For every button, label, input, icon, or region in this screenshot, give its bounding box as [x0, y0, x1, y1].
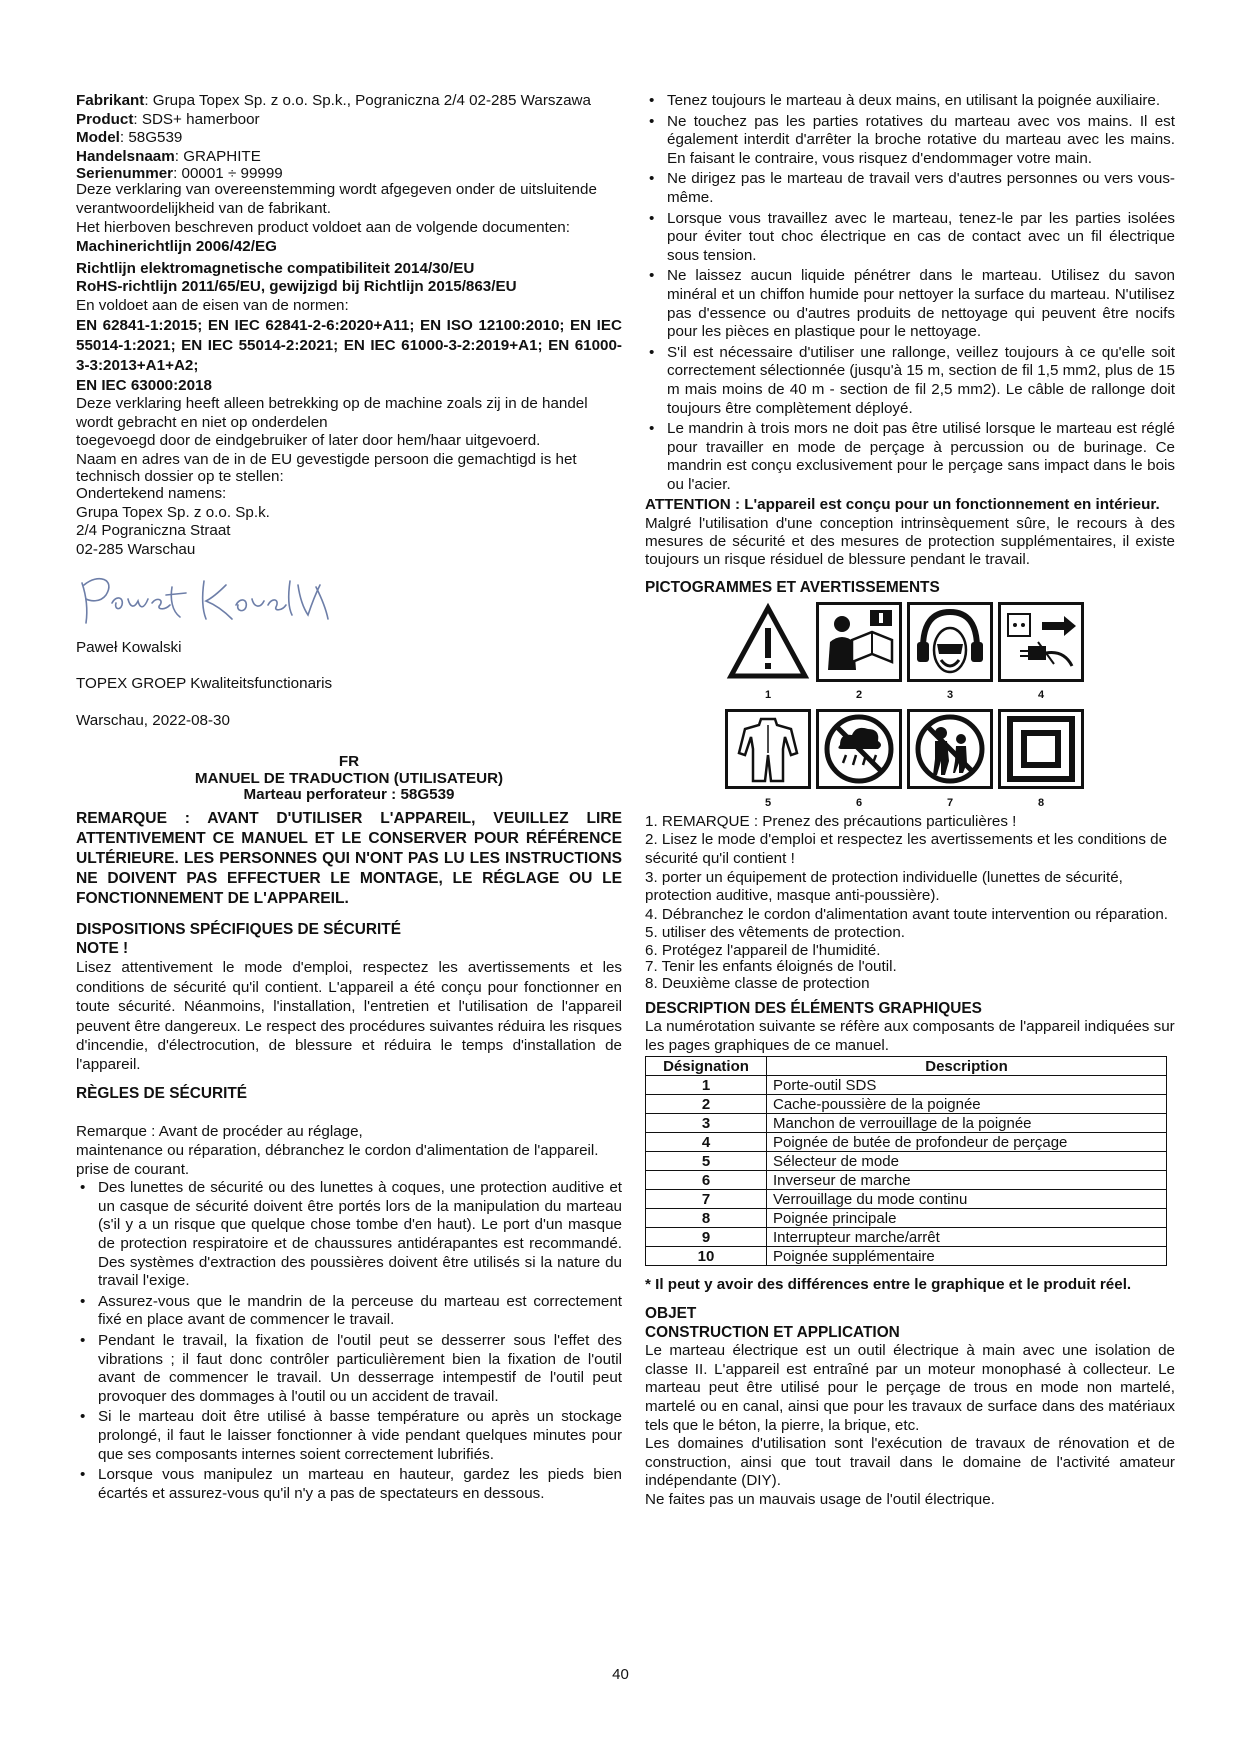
rules-intro-1: Remarque : Avant de procéder au réglage, — [76, 1123, 363, 1141]
trade-name-label: Handelsnaam — [76, 147, 175, 165]
pictogram-legend-7: 7. Tenir les enfants éloignés de l'outil. — [645, 958, 897, 975]
serial-line — [76, 166, 622, 181]
component-number: 2 — [646, 1095, 767, 1114]
component-description: Manchon de verrouillage de la poignée — [767, 1114, 1167, 1133]
list-item: • Lorsque vous travaillez avec le marteau, tenez-le par les parties isolées pour éviter tout choc électrique en cas de contact avec un fil électrique sous tension. — [645, 210, 1175, 266]
declaration-text-1: Deze verklaring van overeenstemming wordt afgegeven onder de uitsluitende verantwoordelijkheid van de fabrikant. — [76, 181, 597, 217]
model-label: Model — [76, 129, 120, 147]
list-item: • Le mandrin à trois mors ne doit pas être utilisé lorsque le marteau est réglé pour travailler en mode de perçage à percussion ou de burinage. Ce mandrin est conçu exclusivement pour le perçage sans impact dans le bois ou l'acier. — [645, 420, 1175, 494]
signer-name: Paweł Kowalski — [76, 638, 182, 656]
keep-children-away-icon — [907, 709, 993, 789]
pictogram-number: 3 — [946, 689, 954, 702]
list-item: • Ne dirigez pas le marteau de travail vers d'autres personnes ou vers vous-même. — [645, 170, 1175, 207]
address-line-1: Grupa Topex Sp. z o.o. Sp.k. — [76, 503, 270, 521]
component-description: Inverseur de marche — [767, 1171, 1167, 1190]
place-date: Warschau, 2022-08-30 — [76, 712, 230, 730]
component-number: 10 — [646, 1247, 767, 1266]
component-description: Porte-outil SDS — [767, 1076, 1167, 1095]
class-ii-protection-icon — [998, 709, 1084, 789]
component-number: 4 — [646, 1133, 767, 1152]
table-row — [646, 1152, 1167, 1171]
warning-triangle-icon — [725, 602, 811, 682]
component-description: Poignée de butée de profondeur de perçage — [767, 1133, 1167, 1152]
pictogram-number: 5 — [764, 796, 772, 809]
component-description: Verrouillage du mode continu — [767, 1190, 1167, 1209]
handling-rules-list — [645, 92, 1175, 494]
list-item: • Des lunettes de sécurité ou des lunettes à coques, une protection auditive et un casque de sécurité doivent être portés lors de la manipulation du marteau (s'il y a un risque que quelque chose tombe d'en haut). Le port d'un masque de protection respiratoire et de chaussures antidérapantes est recommandé. Des systèmes d'extraction des poussières doivent être utilisés si la nature du travail l'exige. — [76, 1179, 622, 1291]
column-header: Désignation — [646, 1057, 767, 1076]
component-number: 7 — [646, 1190, 767, 1209]
list-item: • S'il est nécessaire d'utiliser une rallonge, veillez toujours à ce qu'elle soit correctement sélectionnée (jusqu'à 15 m, section de fil 1,5 mm2, plus de 15 m mais moins de 40 m - section de fil 2,5 mm2). Le câble de rallonge doit toujours être complètement déployé. — [645, 344, 1175, 418]
pictogram-legend-1: 1. REMARQUE : Prenez des précautions particulières ! — [645, 812, 1017, 830]
component-number: 9 — [646, 1228, 767, 1247]
component-number: 6 — [646, 1171, 767, 1190]
table-row — [646, 1247, 1167, 1266]
table-row — [646, 1095, 1167, 1114]
model-value: : 58G539 — [119, 129, 183, 147]
read-manual-icon — [816, 602, 902, 682]
list-item: • Ne touchez pas les parties rotatives du marteau avec vos mains. Il est également interdit d'arrêter la broche rotative du marteau avec les mains. En faisant le contraire, vous risquez d'endommager votre main. — [645, 113, 1175, 169]
handwritten-signature — [76, 565, 336, 629]
serial-value: : 00001 ÷ 99999 — [173, 165, 283, 183]
construction-heading: CONSTRUCTION ET APPLICATION — [645, 1323, 900, 1341]
scope-text-3: Naam en adres van de in de EU gevestigde persoon die gemachtigd is het technisch dossier op te stellen: — [76, 450, 577, 485]
component-number: 5 — [646, 1152, 767, 1171]
trade-name-value: : GRAPHITE — [174, 147, 261, 165]
construction-text-2: Les domaines d'utilisation sont l'exécution de travaux de rénovation et de construction, ainsi que tout travail dans le domaine de l'activité amateur indépendante (DIY). — [645, 1435, 1175, 1490]
manual-title: MANUEL DE TRADUCTION (UTILISATEUR) — [194, 770, 504, 788]
list-item: • Si le marteau doit être utilisé à basse température ou après un stockage prolongé, il faut le laisser fonctionner à vide pendant quelques minutes pour que ses composants internes soient correctement lubrifiés. — [76, 1408, 622, 1464]
directive-emc: Richtlijn elektromagnetische compatibiliteit 2014/30/EU — [76, 259, 475, 277]
safety-rules-heading: RÈGLES DE SÉCURITÉ — [76, 1084, 248, 1102]
manufacturer-line — [76, 92, 622, 111]
pictogram-legend-4: 4. Débranchez le cordon d'alimentation avant toute intervention ou réparation. — [645, 905, 1168, 923]
serial-label: Serienummer — [76, 165, 174, 183]
pictogram-number: 6 — [855, 796, 863, 809]
declaration-text-2: Het hierboven beschreven product voldoet aan de volgende documenten: — [76, 218, 570, 236]
component-description: Poignée supplémentaire — [767, 1247, 1167, 1266]
component-number: 1 — [646, 1076, 767, 1095]
norms-list-2: EN IEC 63000:2018 — [76, 376, 212, 394]
scope-text-1: Deze verklaring heeft alleen betrekking op de machine zoals zij in de handel wordt gebracht en niet op onderdelen — [76, 395, 588, 431]
rules-intro-3: prise de courant. — [76, 1160, 190, 1178]
manufacturer-label: Fabrikant — [76, 92, 145, 109]
table-row — [646, 1171, 1167, 1190]
specific-safety-heading: DISPOSITIONS SPÉCIFIQUES DE SÉCURITÉ — [76, 921, 401, 939]
rules-intro-2: maintenance ou réparation, débranchez le cordon d'alimentation de l'appareil. — [76, 1142, 599, 1160]
pictogram-legend-8: 8. Deuxième classe de protection — [645, 975, 870, 992]
object-heading: OBJET — [645, 1304, 697, 1322]
signed-on-behalf: Ondertekend namens: — [76, 484, 227, 502]
component-description: Sélecteur de mode — [767, 1152, 1167, 1171]
pictogram-grid — [725, 602, 1175, 813]
pictogram-legend-3: 3. porter un équipement de protection individuelle (lunettes de sécurité, protection auditive, masque anti-poussière). — [645, 868, 1123, 905]
table-row — [646, 1133, 1167, 1152]
product-line — [76, 111, 622, 130]
protective-equipment-icon — [907, 602, 993, 682]
component-description: Cache-poussière de la poignée — [767, 1095, 1167, 1114]
pictogram-number: 4 — [1037, 689, 1045, 702]
note-heading: NOTE ! — [76, 939, 129, 957]
scope-text-2: toegevoegd door de eindgebruiker of later door hem/haar uitgevoerd. — [76, 432, 541, 450]
directive-rohs: RoHS-richtlijn 2011/65/EU, gewijzigd bij Richtlijn 2015/863/EU — [76, 278, 517, 296]
list-item: • Tenez toujours le marteau à deux mains, en utilisant la poignée auxiliaire. — [645, 92, 1175, 111]
norms-list: EN 62841-1:2015; EN IEC 62841-2-6:2020+A11; EN ISO 12100:2010; EN IEC 55014-1:2021; EN IEC 55014-2:2021; EN IEC 61000-3-2:2019+A1; EN 61000-3-3:2013+A1+A2; — [76, 316, 622, 374]
pictogram-legend-6: 6. Protégez l'appareil de l'humidité. — [645, 942, 881, 959]
graphic-elements-heading: DESCRIPTION DES ÉLÉMENTS GRAPHIQUES — [645, 999, 982, 1017]
list-item: • Lorsque vous manipulez un marteau en hauteur, gardez les pieds bien écartés et assurez-vous qu'il n'y a pas de spectateurs en dessous. — [76, 1466, 622, 1503]
important-remark: REMARQUE : AVANT D'UTILISER L'APPAREIL, VEUILLEZ LIRE ATTENTIVEMENT CE MANUEL ET LE CONSERVER POUR RÉFÉRENCE ULTÉRIEURE. LES PERSONNES QUI N'ONT PAS LU LES INSTRUCTIONS NE DOIVENT PAS EFFECTUER LE MONTAGE, LE RÉGLAGE OU LE FONCTIONNEMENT DE L'APPAREIL. — [76, 810, 622, 908]
component-description: Poignée principale — [767, 1209, 1167, 1228]
model-line — [76, 129, 622, 148]
pictogram-number: 2 — [855, 689, 863, 702]
signer-role: TOPEX GROEP Kwaliteitsfunctionaris — [76, 675, 333, 693]
list-item: • Pendant le travail, la fixation de l'outil peut se desserrer sous l'effet des vibrations ; il faut donc contrôler particulièrement bien la fixation de l'outil avant de commencer le travail. Un desserrage intempestif de l'outil peut provoquer des dommages à l'outil ou un accident de travail. — [76, 1332, 622, 1406]
components-table — [645, 1056, 1167, 1266]
pictograms-heading: PICTOGRAMMES ET AVERTISSEMENTS — [645, 579, 940, 597]
product-value: : SDS+ hamerboor — [133, 110, 260, 128]
list-item: • Assurez-vous que le mandrin de la perceuse du marteau est correctement fixé en place avant de commencer le travail. — [76, 1293, 622, 1330]
construction-text-1: Le marteau électrique est un outil électrique à main avec une isolation de classe II. L'appareil est entraîné par un moteur monophasé à collecteur. Le marteau peut être utilisé pour le perçage de trous en mode non martelé, martelé ou en canal, ainsi que pour les travaux de surface dans des matériaux tels que le béton, la pierre, la brique, etc. — [645, 1342, 1175, 1434]
address-line-3: 02-285 Warschau — [76, 540, 196, 558]
table-row — [646, 1114, 1167, 1133]
table-row — [646, 1228, 1167, 1247]
norms-intro: En voldoet aan de eisen van de normen: — [76, 296, 349, 314]
note-text: Lisez attentivement le mode d'emploi, respectez les avertissements et les conditions de sécurité qu'il contient. L'appareil a été conçu pour fonctionner en toute sécurité. Néanmoins, l'installation, l'entretien et l'utilisation de l'appareil peuvent être dangereux. Le respect des procédures suivantes réduira les risques d'incendie, d'électrocution, de blessure et réduira le temps d'installation de l'appareil. — [76, 959, 622, 1074]
component-number: 8 — [646, 1209, 767, 1228]
language-code: FR — [338, 752, 360, 770]
pictogram-legend-2: 2. Lisez le mode d'emploi et respectez les avertissements et les conditions de sécurité qu'il contient ! — [645, 831, 1168, 868]
unplug-icon — [998, 602, 1084, 682]
pictogram-number: 7 — [946, 796, 954, 809]
table-footnote: * Il peut y avoir des différences entre le graphique et le produit réel. — [645, 1276, 1132, 1294]
residual-risk-text: Malgré l'utilisation d'une conception intrinsèquement sûre, le recours à des mesures de sécurité et des mesures de protection supplémentaires, il existe toujours un risque résiduel de blessure pendant le travail. — [645, 515, 1175, 569]
table-row — [646, 1076, 1167, 1095]
page-number: 40 — [612, 1666, 629, 1683]
table-header-row — [646, 1057, 1167, 1076]
directive-machinery: Machinerichtlijn 2006/42/EG — [76, 238, 277, 256]
pictogram-number: 8 — [1037, 796, 1045, 809]
manufacturer-value: : Grupa Topex Sp. z o.o. Sp.k., Pograniczna 2/4 02-285 Warszawa — [144, 92, 591, 109]
manual-subtitle: Marteau perforateur : 58G539 — [243, 786, 455, 804]
trade-name-line — [76, 148, 622, 167]
construction-text-3: Ne faites pas un mauvais usage de l'outil électrique. — [645, 1490, 995, 1508]
component-description: Interrupteur marche/arrêt — [767, 1228, 1167, 1247]
product-label: Product — [76, 110, 134, 128]
graphic-elements-intro: La numérotation suivante se réfère aux composants de l'appareil indiquées sur les pages graphiques de ce manuel. — [645, 1018, 1175, 1054]
safety-rules-list — [76, 1179, 622, 1503]
table-row — [646, 1190, 1167, 1209]
pictogram-number: 1 — [764, 689, 772, 702]
column-header: Description — [767, 1057, 1167, 1076]
attention-indoor: ATTENTION : L'appareil est conçu pour un fonctionnement en intérieur. — [645, 496, 1160, 514]
component-number: 3 — [646, 1114, 767, 1133]
no-rain-icon — [816, 709, 902, 789]
right-column — [645, 92, 1175, 1510]
pictogram-legend-5: 5. utiliser des vêtements de protection. — [645, 924, 906, 942]
left-column — [76, 92, 622, 1505]
table-row — [646, 1209, 1167, 1228]
list-item: • Ne laissez aucun liquide pénétrer dans le marteau. Utilisez du savon minéral et un chiffon humide pour nettoyer la surface du marteau. N'utilisez pas d'essence ou d'autres produits de nettoyage qui peuvent être nocifs pour les pièces en plastique pour le nettoyage. — [645, 267, 1175, 341]
address-line-2: 2/4 Pograniczna Straat — [76, 522, 231, 540]
protective-clothing-icon — [725, 709, 811, 789]
